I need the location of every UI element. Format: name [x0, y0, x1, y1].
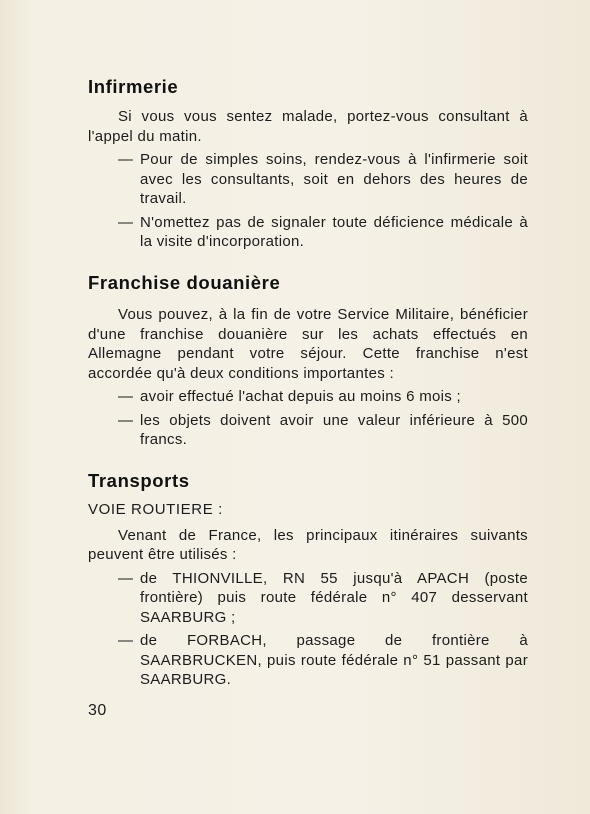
list-item: — N'omettez pas de signaler toute déficience médicale à la visite d'incorporation.	[118, 213, 528, 250]
section-title-infirmerie: Infirmerie	[88, 76, 179, 97]
section-infirmerie	[88, 76, 528, 252]
subheading-voie-routiere: VOIE ROUTIERE :	[88, 501, 223, 518]
paragraph-transports: Venant de France, les principaux itinéraires suivants peuvent être utilisés :	[88, 526, 528, 563]
page-number: 30	[88, 702, 107, 719]
list-item: — de THIONVILLE, RN 55 jusqu'à APACH (poste frontière) puis route fédérale n° 407 desservant SAARBURG ;	[118, 569, 528, 626]
list-item: — Pour de simples soins, rendez-vous à l'infirmerie soit avec les consultants, soit en dehors des heures de travail.	[118, 151, 528, 207]
dash-marker: —	[118, 411, 134, 429]
list-item: — avoir effectué l'achat depuis au moins 6 mois ;	[118, 388, 462, 405]
list-item: — les objets doivent avoir une valeur inférieure à 500 francs.	[118, 411, 528, 448]
dash-marker: —	[118, 151, 134, 168]
section-franchise	[88, 272, 528, 450]
paragraph-infirmerie: Si vous vous sentez malade, portez-vous consultant à l'appel du matin.	[88, 108, 528, 145]
dash-marker: —	[118, 569, 134, 587]
dash-marker: —	[118, 632, 134, 649]
dash-marker: —	[118, 388, 134, 405]
section-title-franchise: Franchise douanière	[88, 272, 281, 293]
paragraph-franchise: Vous pouvez, à la fin de votre Service Militaire, bénéficier d'une franchise douanière sur les achats effectués en Allemagne pendant votre séjour. Cette franchise n'est accordée qu'à deux conditions importantes :	[88, 306, 528, 382]
section-transports	[88, 470, 528, 690]
list-item: — de FORBACH, passage de frontière à SAARBRUCKEN, puis route fédérale n° 51 passant par SAARBURG.	[118, 632, 528, 688]
section-title-transports: Transports	[88, 470, 190, 491]
dash-marker: —	[118, 213, 134, 231]
